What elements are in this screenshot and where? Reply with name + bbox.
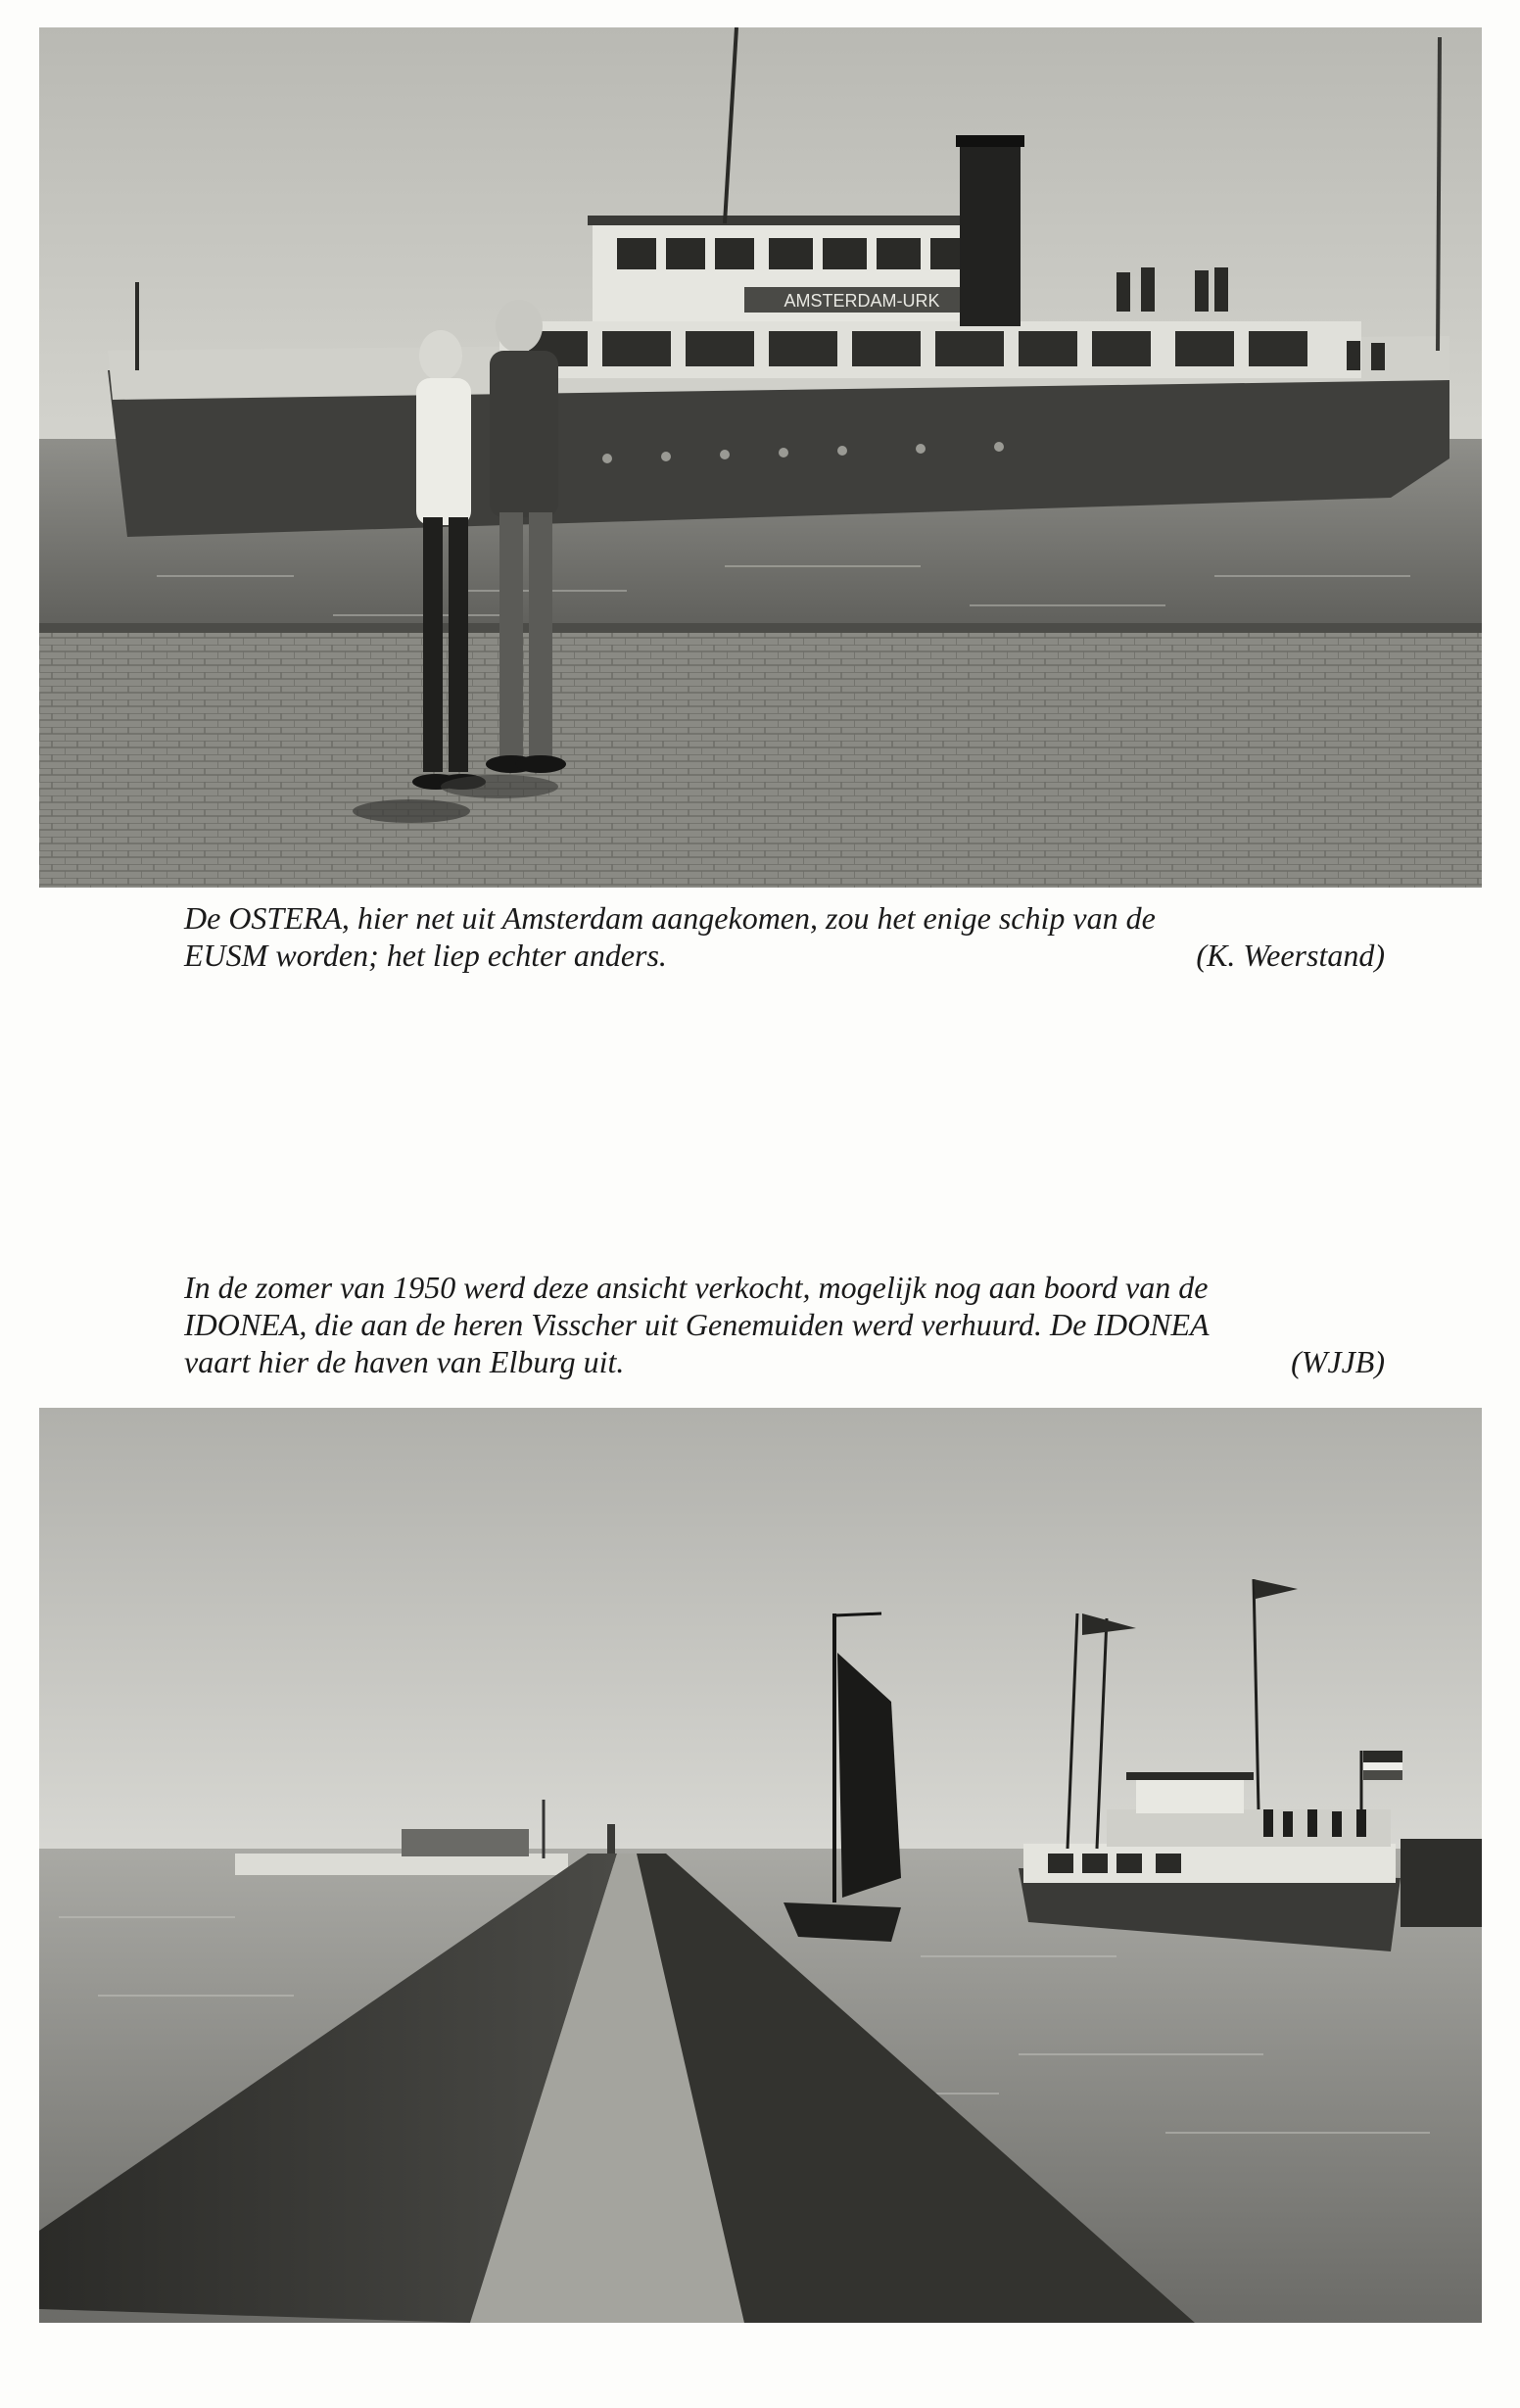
ostera-photo-drawing xyxy=(39,27,1482,888)
sky xyxy=(39,1408,1482,1858)
caption-line: EUSM worden; het liep echter anders. xyxy=(184,938,667,973)
caption-line: In de zomer van 1950 werd deze ansicht verkocht, mogelijk nog aan boord van de xyxy=(184,1270,1209,1305)
quay-edge xyxy=(39,623,1482,633)
caption-line: vaart hier de haven van Elburg uit. xyxy=(184,1344,625,1379)
ship-funnel xyxy=(960,140,1021,326)
caption-idonea xyxy=(184,1269,1385,1380)
name-board-text: AMSTERDAM-URK xyxy=(784,291,940,311)
ostera-photo xyxy=(39,27,1482,888)
photo-credit: (K. Weerstand) xyxy=(1196,938,1385,973)
lower-windows xyxy=(529,331,1307,366)
right-pier xyxy=(1401,1839,1482,1927)
caption-row-with-credit xyxy=(184,937,1385,974)
rear-mast xyxy=(1438,37,1440,351)
idonea-photo xyxy=(39,1408,1482,2323)
caption-line: IDONEA, die aan de heren Visscher uit Genemuiden werd verhuurd. De IDONEA xyxy=(184,1307,1210,1342)
distant-pavilion xyxy=(235,1854,568,1875)
caption-line: De OSTERA, hier net uit Amsterdam aangekomen, zou het enige schip van de xyxy=(184,900,1156,936)
idonea-photo-drawing xyxy=(39,1408,1482,2323)
photo-credit: (WJJB) xyxy=(1291,1344,1385,1379)
caption-row-with-credit xyxy=(184,1343,1385,1380)
caption-ostera xyxy=(184,899,1385,974)
upper-windows xyxy=(617,238,970,269)
cobbled-quay xyxy=(39,630,1482,888)
